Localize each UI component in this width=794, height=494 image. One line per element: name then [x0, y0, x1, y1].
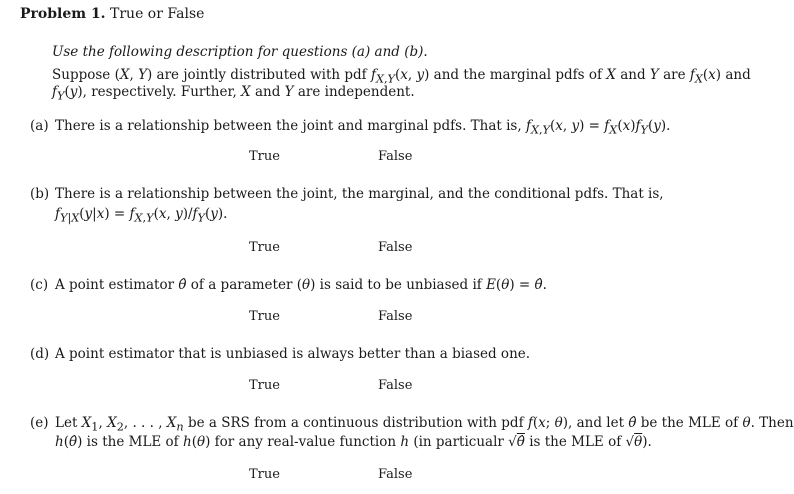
- question-a-true-option[interactable]: True: [249, 149, 280, 164]
- question-e-true-option[interactable]: True: [249, 467, 280, 482]
- intro-lead: Use the following description for questions (a) and (b).: [52, 44, 428, 60]
- question-d-label: (d): [30, 346, 50, 362]
- question-d-text: A point estimator that is unbiased is always better than a biased one.: [55, 346, 531, 362]
- question-e-false-option[interactable]: False: [378, 467, 413, 482]
- question-d-true-option[interactable]: True: [249, 378, 280, 393]
- question-e-text-line-1: Let $X_1$, $X_2$, . . . , $X_n$ be a SRS from a continuous distribution with pdf f(x; θ), and let θ̂ be the MLE of θ. Then: [55, 415, 794, 434]
- question-c-true-option[interactable]: True: [249, 309, 280, 324]
- question-a-false-option[interactable]: False: [378, 149, 413, 164]
- question-b-false-option[interactable]: False: [378, 240, 413, 255]
- question-b-text-line-1: There is a relationship between the joint, the marginal, and the conditional pdfs. That is,: [55, 186, 664, 202]
- question-b-label: (b): [30, 186, 50, 202]
- question-c-text: A point estimator θ̂ of a parameter (θ) is said to be unbiased if E(θ) = θ̂.: [55, 277, 547, 293]
- question-e-label: (e): [30, 415, 49, 431]
- question-b-text-line-2: $f_{Y|X}(y|x) = f_{X,Y}(x$, $y)/f_Y(y)$.: [55, 206, 228, 225]
- question-e-text-line-2: h(θ̂) is the MLE of h(θ) for any real-value function h (in particualr √θ̂ is the MLE of √θ).: [55, 434, 652, 450]
- question-b-true-option[interactable]: True: [249, 240, 280, 255]
- problem-number: Problem 1.: [20, 6, 106, 22]
- question-c-false-option[interactable]: False: [378, 309, 413, 324]
- question-c-label: (c): [30, 277, 49, 293]
- problem-title: True or False: [110, 6, 205, 22]
- intro-line-2: $f_Y(y)$, respectively. Further, X and Y are independent.: [52, 84, 415, 103]
- intro-line-1: Suppose (X, Y) are jointly distributed with pdf $f_{X,Y}(x$, y) and the marginal pdfs of X and Y are $f_X(x)$ and: [52, 67, 751, 86]
- question-a-text: There is a relationship between the joint and marginal pdfs. That is, $f_{X,Y}(x$, $y) = f_X(x)f_Y(y)$.: [55, 118, 671, 137]
- problem-heading: [20, 6, 204, 22]
- question-a-label: (a): [30, 118, 49, 134]
- question-d-false-option[interactable]: False: [378, 378, 413, 393]
